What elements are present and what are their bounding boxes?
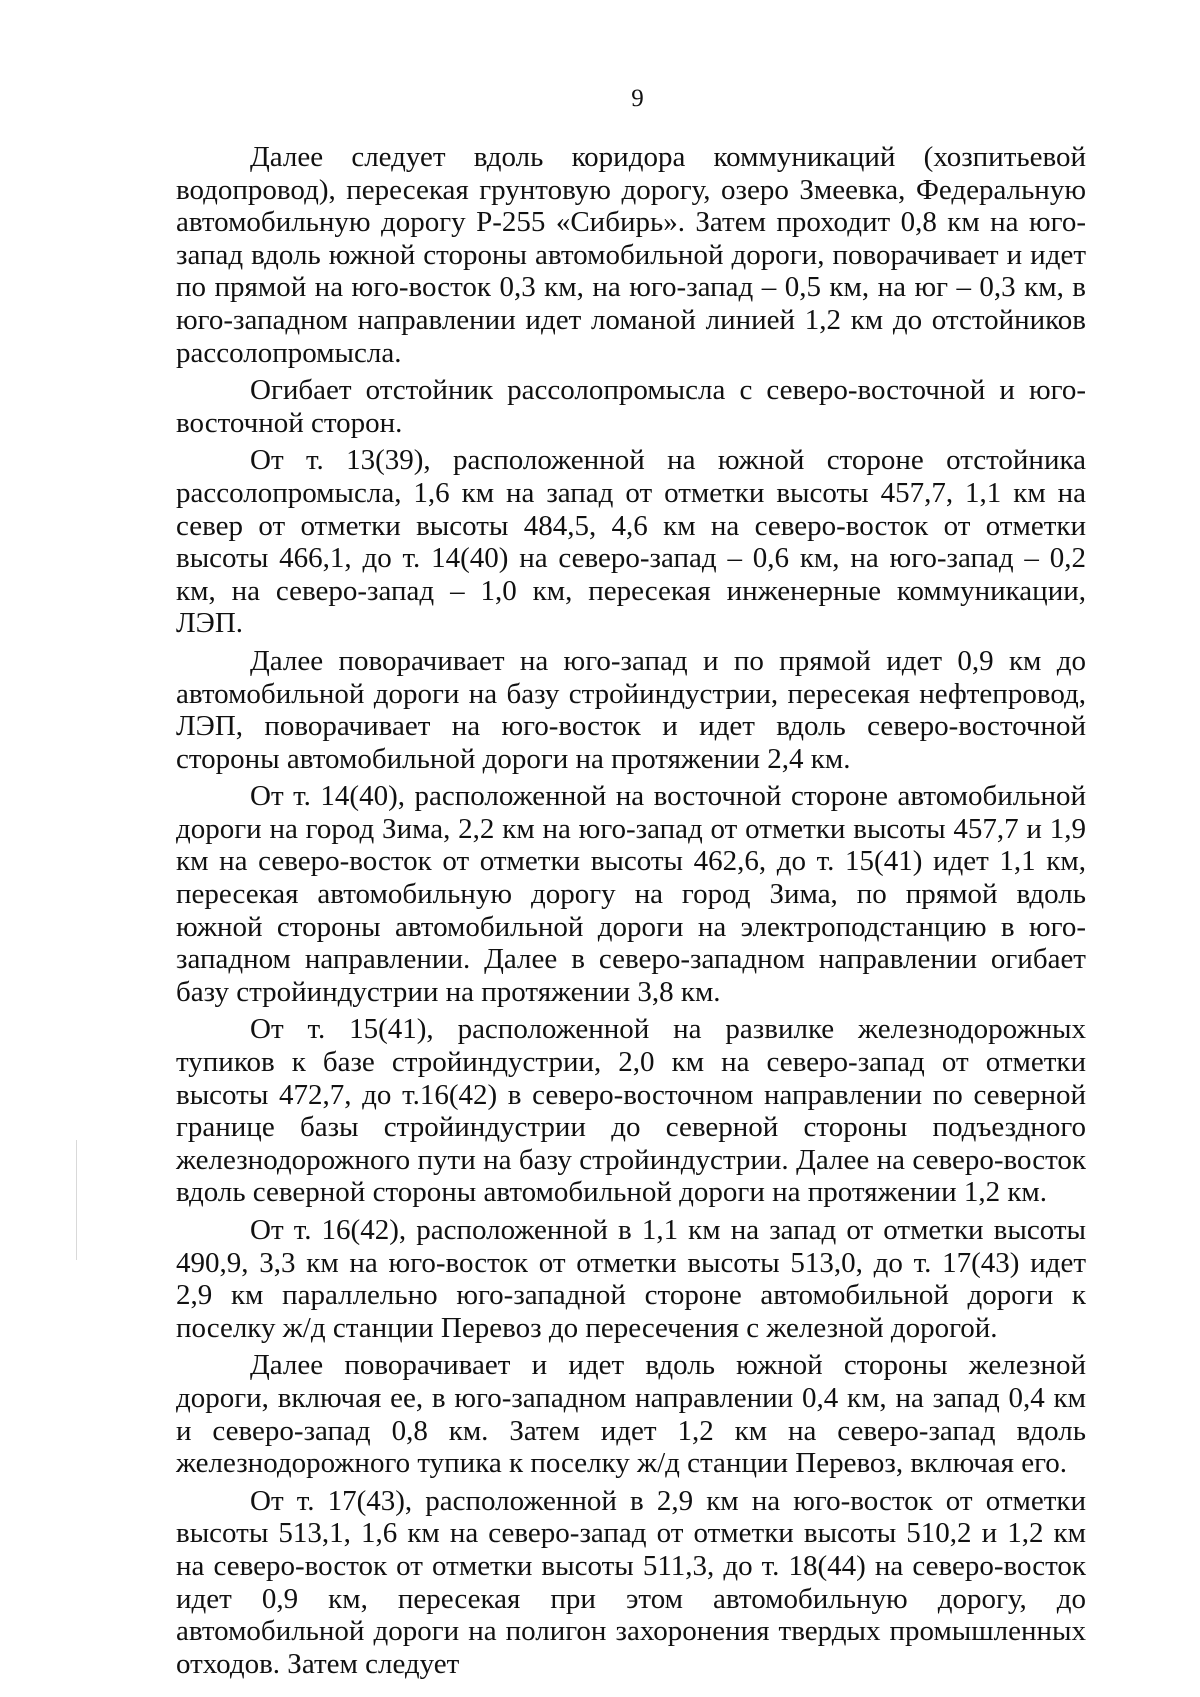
paragraph: Далее поворачивает на юго-запад и по прямой идет 0,9 км до автомобильной дороги на базу стройиндустрии, пересекая нефтепровод, ЛЭП, поворачивает на юго-восток и идет вдоль северо-восточной стороны автомобильной дороги на протяжении 2,4 км. (176, 644, 1086, 775)
paragraph: От т. 14(40), расположенной на восточной стороне автомобильной дороги на город Зима, 2,2 км на юго-запад от отметки высоты 457,7 и 1,9 км на северо-восток от отметки высоты 462,6, до т. 15(41) идет 1,1 км, пересекая автомобильную дорогу на город Зима, по прямой вдоль южной стороны автомобильной дороги на электроподстанцию в юго-западном направлении. Далее в северо-западном направлении огибает базу стройиндустрии на протяжении 3,8 км. (176, 780, 1086, 1008)
paragraph: От т. 15(41), расположенной на развилке железнодорожных тупиков к базе стройиндустрии, 2,0 км на северо-запад от отметки высоты 472,7, до т.16(42) в северо-восточном направлении по северной границе базы стройиндустрии до северной стороны подъездного железнодорожного пути на базу стройиндустрии. Далее на северо-восток вдоль северной стороны автомобильной дороги на протяжении 1,2 км. (176, 1013, 1086, 1209)
page-number: 9 (631, 85, 644, 112)
paragraph: От т. 13(39), расположенной на южной стороне отстойника рассолопромысла, 1,6 км на запад от отметки высоты 457,7, 1,1 км на север от отметки высоты 484,5, 4,6 км на северо-восток от отметки высоты 466,1, до т. 14(40) на северо-запад – 0,6 км, на юго-запад – 0,2 км, на северо-запад – 1,0 км, пересекая инженерные коммуникации, ЛЭП. (176, 444, 1086, 640)
paragraph: От т. 17(43), расположенной в 2,9 км на юго-восток от отметки высоты 513,1, 1,6 км на северо-запад от отметки высоты 510,2 и 1,2 км на северо-восток от отметки высоты 511,3, до т. 18(44) на северо-восток идет 0,9 км, пересекая при этом автомобильную дорогу, до автомобильной дороги на полигон захоронения твердых промышленных отходов. Затем следует (176, 1484, 1086, 1680)
scan-margin-line (76, 1140, 77, 1260)
paragraph: От т. 16(42), расположенной в 1,1 км на запад от отметки высоты 490,9, 3,3 км на юго-восток от отметки высоты 513,0, до т. 17(43) идет 2,9 км параллельно юго-западной стороне автомобильной дороги к поселку ж/д станции Перевоз до пересечения с железной дорогой. (176, 1214, 1086, 1344)
document-body (176, 141, 1086, 1680)
paragraph: Далее следует вдоль коридора коммуникаций (хозпитьевой водопровод), пересекая грунтовую дорогу, озеро Змеевка, Федеральную автомобильную дорогу Р-255 «Сибирь». Затем проходит 0,8 км на юго-запад вдоль южной стороны автомобильной дороги, поворачивает и идет по прямой на юго-восток 0,3 км, на юго-запад – 0,5 км, на юг – 0,3 км, в юго-западном направлении идет ломаной линией 1,2 км до отстойников рассолопромысла. (176, 141, 1086, 369)
paragraph: Далее поворачивает и идет вдоль южной стороны железной дороги, включая ее, в юго-западном направлении 0,4 км, на запад 0,4 км и северо-запад 0,8 км. Затем идет 1,2 км на северо-запад вдоль железнодорожного тупика к поселку ж/д станции Перевоз, включая его. (176, 1349, 1086, 1480)
paragraph: Огибает отстойник рассолопромысла с северо-восточной и юго-восточной сторон. (176, 374, 1086, 439)
